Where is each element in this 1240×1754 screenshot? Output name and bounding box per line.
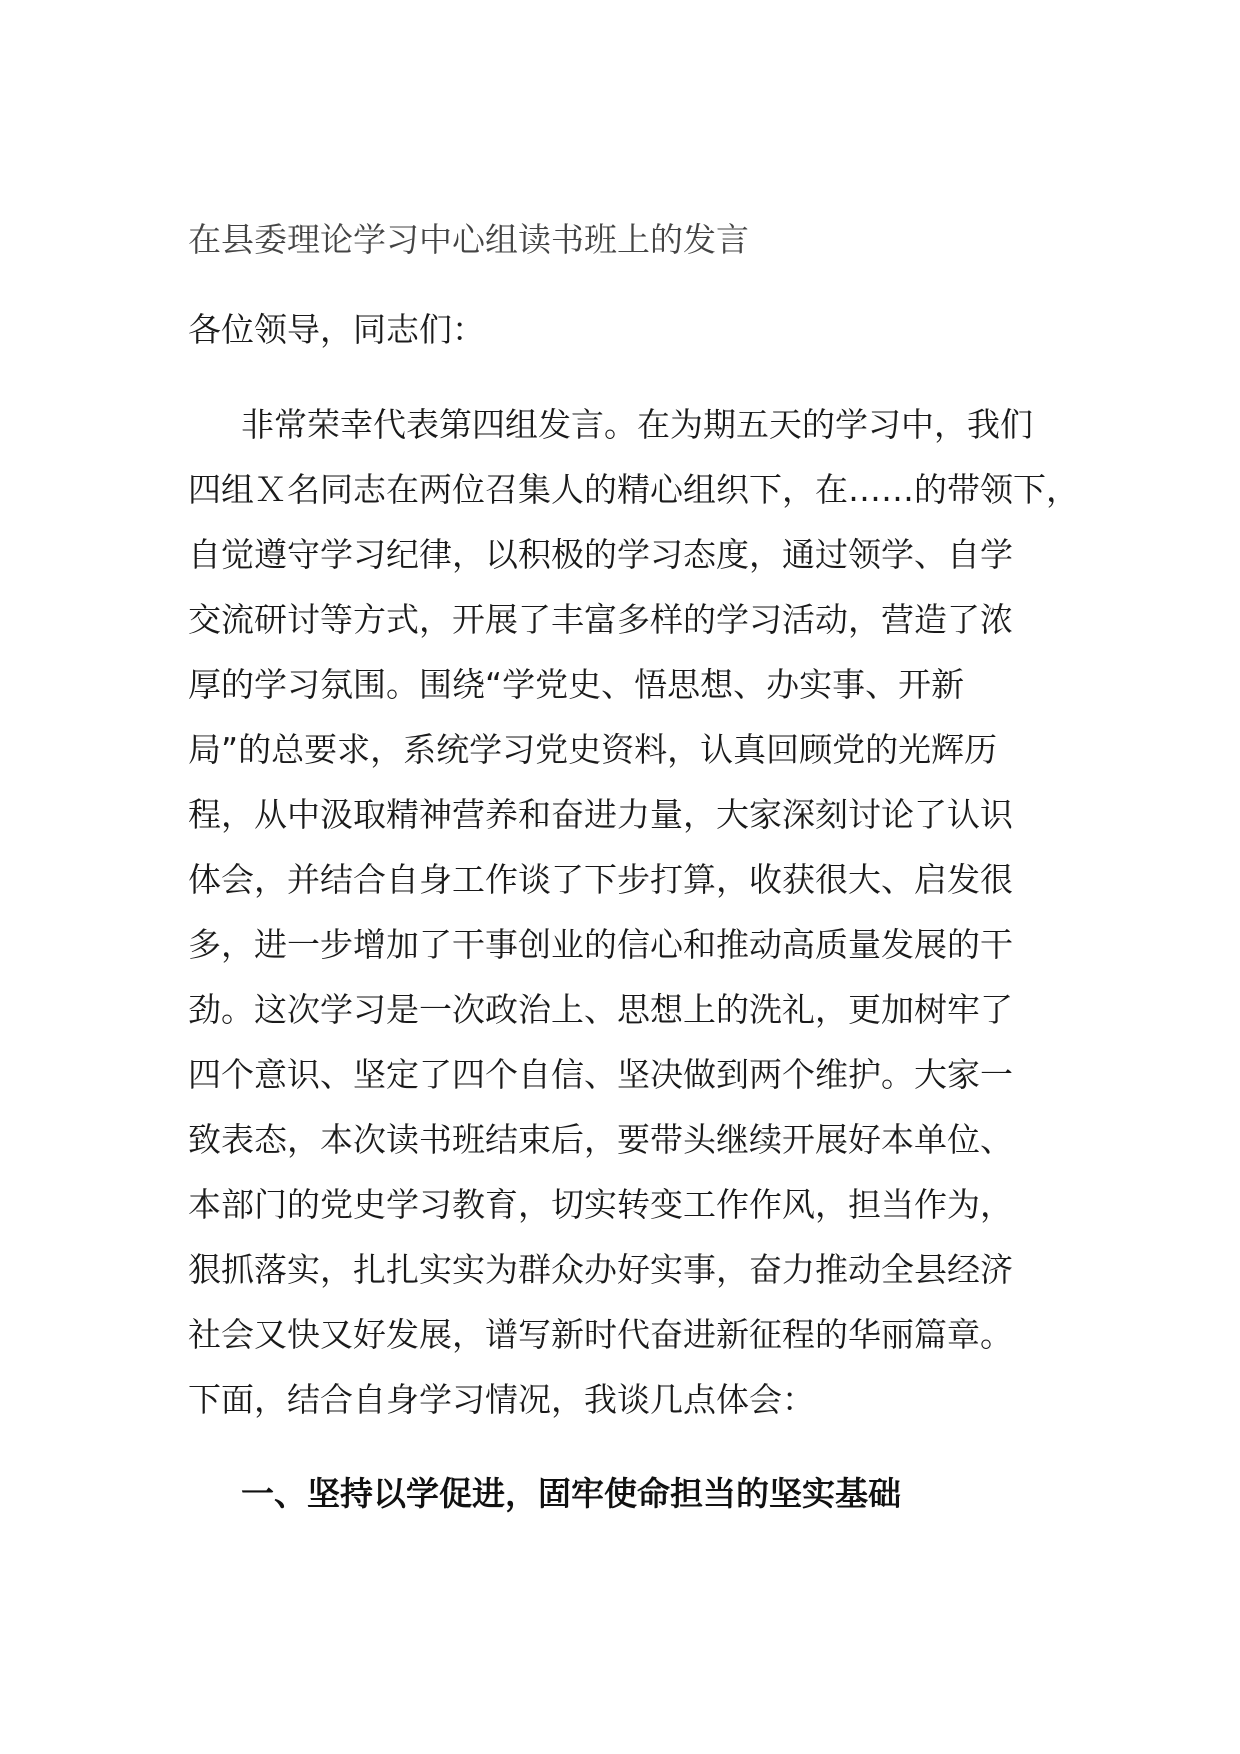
section-heading: 一、坚持以学促进，固牢使命担当的坚实基础	[241, 1474, 901, 1513]
paragraph-line: 厚的学习氛围。围绕“学党史、悟思想、办实事、开新	[188, 665, 965, 704]
document-title: 在县委理论学习中心组读书班上的发言	[188, 220, 749, 259]
paragraph-line: 多，进一步增加了干事创业的信心和推动高质量发展的干	[188, 925, 1013, 964]
paragraph-line: 致表态，本次读书班结束后，要带头继续开展好本单位、	[188, 1120, 1013, 1159]
paragraph-line: 自觉遵守学习纪律，以积极的学习态度，通过领学、自学	[188, 535, 1013, 574]
paragraph-line: 本部门的党史学习教育，切实转变工作作风，担当作为，	[188, 1185, 1013, 1224]
paragraph-line: 交流研讨等方式，开展了丰富多样的学习活动，营造了浓	[188, 600, 1013, 639]
paragraph-line: 社会又快又好发展，谱写新时代奋进新征程的华丽篇章。	[188, 1315, 1013, 1354]
paragraph-line: 非常荣幸代表第四组发言。在为期五天的学习中，我们	[241, 405, 1033, 444]
paragraph-line: 体会，并结合自身工作谈了下步打算，收获很大、启发很	[188, 860, 1013, 899]
paragraph-line: 劲。这次学习是一次政治上、思想上的洗礼，更加树牢了	[188, 990, 1013, 1029]
body-paragraph	[188, 392, 1079, 1432]
paragraph-line: 狠抓落实，扎扎实实为群众办好实事，奋力推动全县经济	[188, 1250, 1013, 1289]
paragraph-line: 四个意识、坚定了四个自信、坚决做到两个维护。大家一	[188, 1055, 1013, 1094]
paragraph-line: 程，从中汲取精神营养和奋进力量，大家深刻讨论了认识	[188, 795, 1013, 834]
salutation: 各位领导，同志们：	[188, 310, 485, 349]
paragraph-line: 局”的总要求，系统学习党史资料，认真回顾党的光辉历	[188, 730, 998, 769]
paragraph-line: 下面，结合自身学习情况，我谈几点体会：	[188, 1380, 815, 1419]
paragraph-line: 四组Ｘ名同志在两位召集人的精心组织下，在……的带领下，	[188, 470, 1079, 509]
